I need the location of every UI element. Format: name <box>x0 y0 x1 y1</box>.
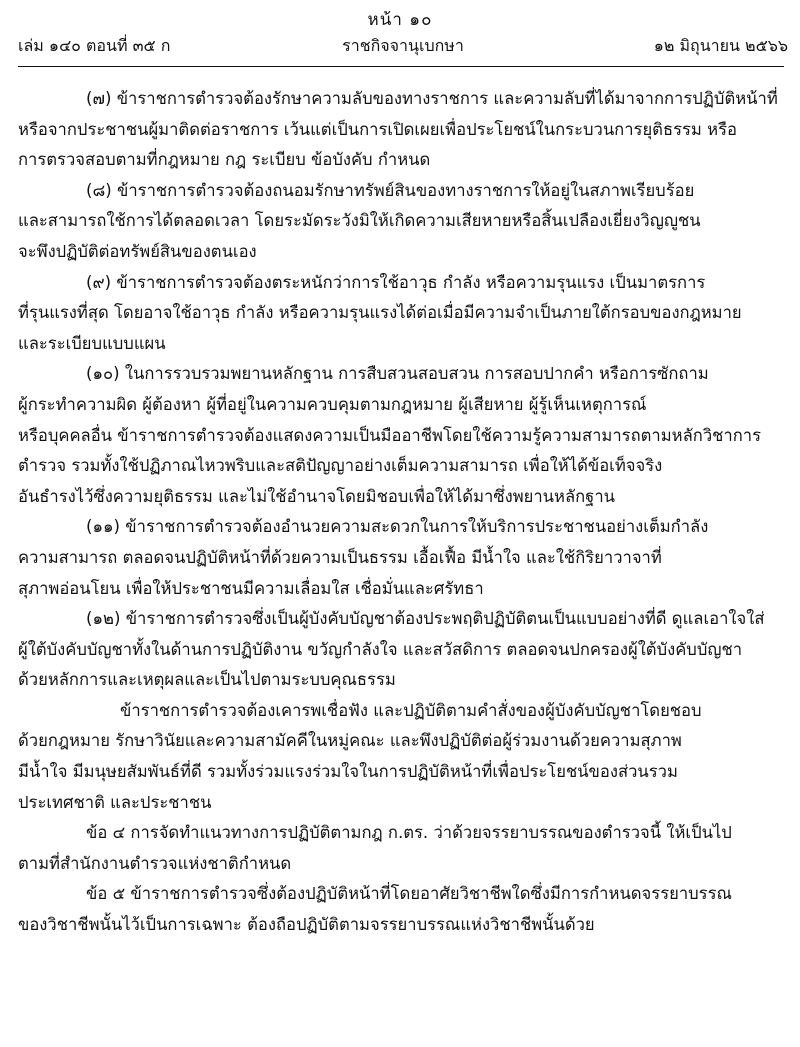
publication-date: ๑๒ มิถุนายน ๒๕๖๖ <box>653 36 788 55</box>
text-line: ของวิชาชีพนั้นไว้เป็นการเฉพาะ ต้องถือปฏิบัติตามจรรยาบรรณแห่งวิชาชีพนั้นด้วย <box>18 915 595 935</box>
text-line: มีน้ำใจ มีมนุษยสัมพันธ์ที่ดี รวมทั้งร่วมแรงร่วมใจในการปฏิบัติหน้าที่เพื่อประโยชน์ของส่วนรวม <box>18 762 678 782</box>
paragraph <box>18 818 786 879</box>
text-line: ประเทศชาติ และประชาชน <box>18 792 212 812</box>
volume-issue: เล่ม ๑๔๐ ตอนที่ ๓๕ ก <box>18 36 171 55</box>
text-line: สุภาพอ่อนโยน เพื่อให้ประชาชนมีความเลื่อมใส เชื่อมั่นและศรัทธา <box>18 578 484 598</box>
text-line: ตำรวจ รวมทั้งใช้ปฏิภาณไหวพริบและสติปัญญาอย่างเต็มความสามารถ เพื่อให้ได้ข้อเท็จจริง <box>18 456 663 476</box>
text-line: ข้อ ๕ ข้าราชการตำรวจซึ่งต้องปฏิบัติหน้าที่โดยอาศัยวิชาชีพใดซึ่งมีการกำหนดจรรยาบรรณ <box>86 884 732 904</box>
paragraph <box>18 512 786 604</box>
text-line: การตรวจสอบตามที่กฎหมาย กฎ ระเบียบ ข้อบังคับ กำหนด <box>18 150 431 170</box>
paragraph <box>18 879 786 940</box>
text-line: ด้วยกฎหมาย รักษาวินัยและความสามัคคีในหมู่คณะ และพึงปฏิบัติต่อผู้ร่วมงานด้วยความสุภาพ <box>18 731 682 751</box>
text-line: จะพึงปฏิบัติต่อทรัพย์สินของตนเอง <box>18 241 257 261</box>
paragraph <box>18 604 786 696</box>
text-line: ความสามารถ ตลอดจนปฏิบัติหน้าที่ด้วยความเป็นธรรม เอื้อเฟื้อ มีน้ำใจ และใช้กิริยาวาจาที่ <box>18 547 662 567</box>
text-line: และระเบียบแบบแผน <box>18 333 166 353</box>
text-line: (๑๒) ข้าราชการตำรวจซึ่งเป็นผู้บังคับบัญชาต้องประพฤติปฏิบัติตนเป็นแบบอย่างที่ดี ดูแลเอาใจใส่ <box>86 609 765 629</box>
text-line: หรือจากประชาชนผู้มาติดต่อราชการ เว้นแต่เป็นการเปิดเผยเพื่อประโยชน์ในกระบวนการยุติธรรม หรือ <box>18 119 737 139</box>
text-line: (๑๑) ข้าราชการตำรวจต้องอำนวยความสะดวกในการให้บริการประชาชนอย่างเต็มกำลัง <box>86 517 709 537</box>
paragraph <box>18 359 786 512</box>
text-line: (๘) ข้าราชการตำรวจต้องถนอมรักษาทรัพย์สินของทางราชการให้อยู่ในสภาพเรียบร้อย <box>86 180 695 200</box>
text-line: ข้อ ๔ การจัดทำแนวทางการปฏิบัติตามกฎ ก.ตร. ว่าด้วยจรรยาบรรณของตำรวจนี้ ให้เป็นไป <box>86 823 732 843</box>
text-line: ตามที่สำนักงานตำรวจแห่งชาติกำหนด <box>18 853 292 873</box>
header-divider <box>18 66 784 67</box>
text-line: ด้วยหลักการและเหตุผลและเป็นไปตามระบบคุณธรรม <box>18 670 396 690</box>
text-line: (๑๐) ในการรวบรวมพยานหลักฐาน การสืบสวนสอบสวน การสอบปากคำ หรือการซักถาม <box>86 364 709 384</box>
text-line: ที่รุนแรงที่สุด โดยอาจใช้อาวุธ กำลัง หรือความรุนแรงได้ต่อเมื่อมีความจำเป็นภายใต้กรอบของกฎหมาย <box>18 303 742 323</box>
paragraph <box>18 268 786 360</box>
text-line: หรือบุคคลอื่น ข้าราชการตำรวจต้องแสดงความเป็นมืออาชีพโดยใช้ความรู้ความสามารถตามหลักวิชาการ <box>18 425 761 445</box>
text-line: (๙) ข้าราชการตำรวจต้องตระหนักว่าการใช้อาวุธ กำลัง หรือความรุนแรง เป็นมาตรการ <box>86 272 706 292</box>
text-line: ผู้กระทำความผิด ผู้ต้องหา ผู้ที่อยู่ในความควบคุมตามกฎหมาย ผู้เสียหาย ผู้รู้เห็นเหตุการณ์ <box>18 394 647 414</box>
text-line: ผู้ใต้บังคับบัญชาทั้งในด้านการปฏิบัติงาน ขวัญกำลังใจ และสวัสดิการ ตลอดจนปกครองผู้ใต้บังคับบัญชา <box>18 639 743 659</box>
document-body <box>18 84 786 941</box>
text-line: ข้าราชการตำรวจต้องเคารพเชื่อฟัง และปฏิบัติตามคำสั่งของผู้บังคับบัญชาโดยชอบ <box>120 700 702 720</box>
text-line: (๗) ข้าราชการตำรวจต้องรักษาความลับของทางราชการ และความลับที่ได้มาจากการปฏิบัติหน้าที่ <box>86 89 778 108</box>
page-number: หน้า ๑๐ <box>367 10 433 30</box>
publication-title: ราชกิจจานุเบกษา <box>342 36 464 55</box>
paragraph <box>18 696 786 818</box>
paragraph <box>18 84 786 176</box>
text-line: และสามารถใช้การได้ตลอดเวลา โดยระมัดระวังมิให้เกิดความเสียหายหรือสิ้นเปลืองเยี่ยงวิญญูชน <box>18 211 701 231</box>
text-line: อันธำรงไว้ซึ่งความยุติธรรม และไม่ใช้อำนาจโดยมิชอบเพื่อให้ได้มาซึ่งพยานหลักฐาน <box>18 486 615 506</box>
paragraph <box>18 176 786 268</box>
